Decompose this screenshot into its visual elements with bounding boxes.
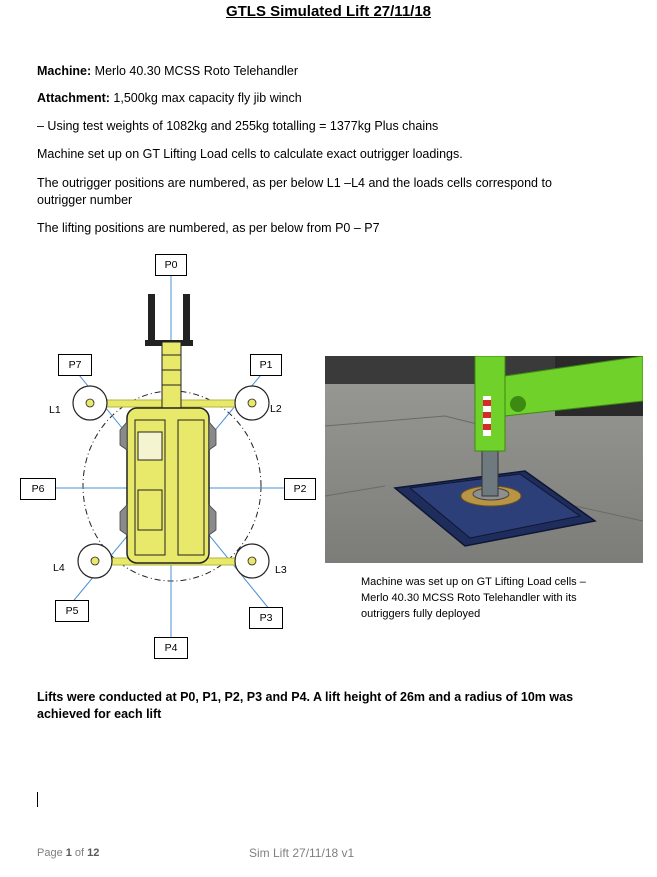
position-label-p2: P2 bbox=[284, 478, 316, 500]
attachment-line bbox=[37, 90, 302, 106]
machine-label: Machine: bbox=[37, 64, 92, 78]
position-label-p3: P3 bbox=[249, 607, 283, 629]
page-prefix: Page bbox=[37, 847, 66, 859]
position-label-p0: P0 bbox=[155, 254, 187, 276]
boom bbox=[162, 342, 181, 412]
footer-doc-ref: Sim Lift 27/11/18 v1 bbox=[249, 846, 355, 860]
machine-line bbox=[37, 63, 298, 79]
telehandler-topview-drawing bbox=[20, 250, 320, 660]
cab-window bbox=[138, 432, 162, 460]
lifting-positions-line: The lifting positions are numbered, as per below from P0 – P7 bbox=[37, 221, 380, 235]
position-label-p7: P7 bbox=[58, 354, 92, 376]
page-current: 1 bbox=[65, 847, 72, 859]
attachment-label: Attachment: bbox=[37, 91, 110, 105]
page-of: of bbox=[71, 847, 88, 859]
caption-line-2: Merlo 40.30 MCSS Roto Telehandler with its bbox=[361, 592, 577, 604]
lift-positions-diagram bbox=[20, 250, 320, 660]
photo-caption bbox=[361, 574, 631, 622]
position-label-p4: P4 bbox=[154, 637, 188, 659]
outrigger-label-l3: L3 bbox=[275, 564, 287, 576]
lifts-summary-line-1: Lifts were conducted at P0, P1, P2, P3 and P4. A lift height of 26m and a radius of 10m was bbox=[37, 690, 574, 704]
caption-line-3: outriggers fully deployed bbox=[361, 608, 481, 620]
page-number bbox=[37, 847, 99, 859]
load-cell-photo-image bbox=[325, 356, 643, 563]
position-label-p5: P5 bbox=[55, 600, 89, 622]
page-total: 12 bbox=[87, 847, 100, 859]
caption-line-1: Machine was set up on GT Lifting Load cells – bbox=[361, 576, 586, 588]
machine-value: Merlo 40.30 MCSS Roto Telehandler bbox=[91, 64, 299, 78]
lifts-summary bbox=[37, 689, 597, 723]
outrigger-label-l4: L4 bbox=[53, 562, 65, 574]
outrigger-label-l2: L2 bbox=[270, 403, 282, 415]
test-weights-line: – Using test weights of 1082kg and 255kg totalling = 1377kg Plus chains bbox=[37, 119, 439, 133]
outrigger-line-2: outrigger number bbox=[37, 193, 133, 207]
position-label-p1: P1 bbox=[250, 354, 282, 376]
document-title: GTLS Simulated Lift 27/11/18 bbox=[225, 3, 432, 20]
setup-line: Machine set up on GT Lifting Load cells to calculate exact outrigger loadings. bbox=[37, 147, 463, 161]
machine-body bbox=[127, 408, 209, 563]
position-label-p6: P6 bbox=[20, 478, 56, 500]
text-cursor[interactable] bbox=[37, 792, 38, 807]
outrigger-label-l1: L1 bbox=[49, 404, 61, 416]
fork-tines bbox=[145, 294, 193, 346]
lifts-summary-line-2: achieved for each lift bbox=[37, 707, 162, 721]
attachment-value: 1,500kg max capacity fly jib winch bbox=[109, 91, 302, 105]
outrigger-line-1: The outrigger positions are numbered, as per below L1 –L4 and the loads cells correspond to bbox=[37, 176, 552, 190]
load-cell-photo bbox=[325, 356, 643, 563]
